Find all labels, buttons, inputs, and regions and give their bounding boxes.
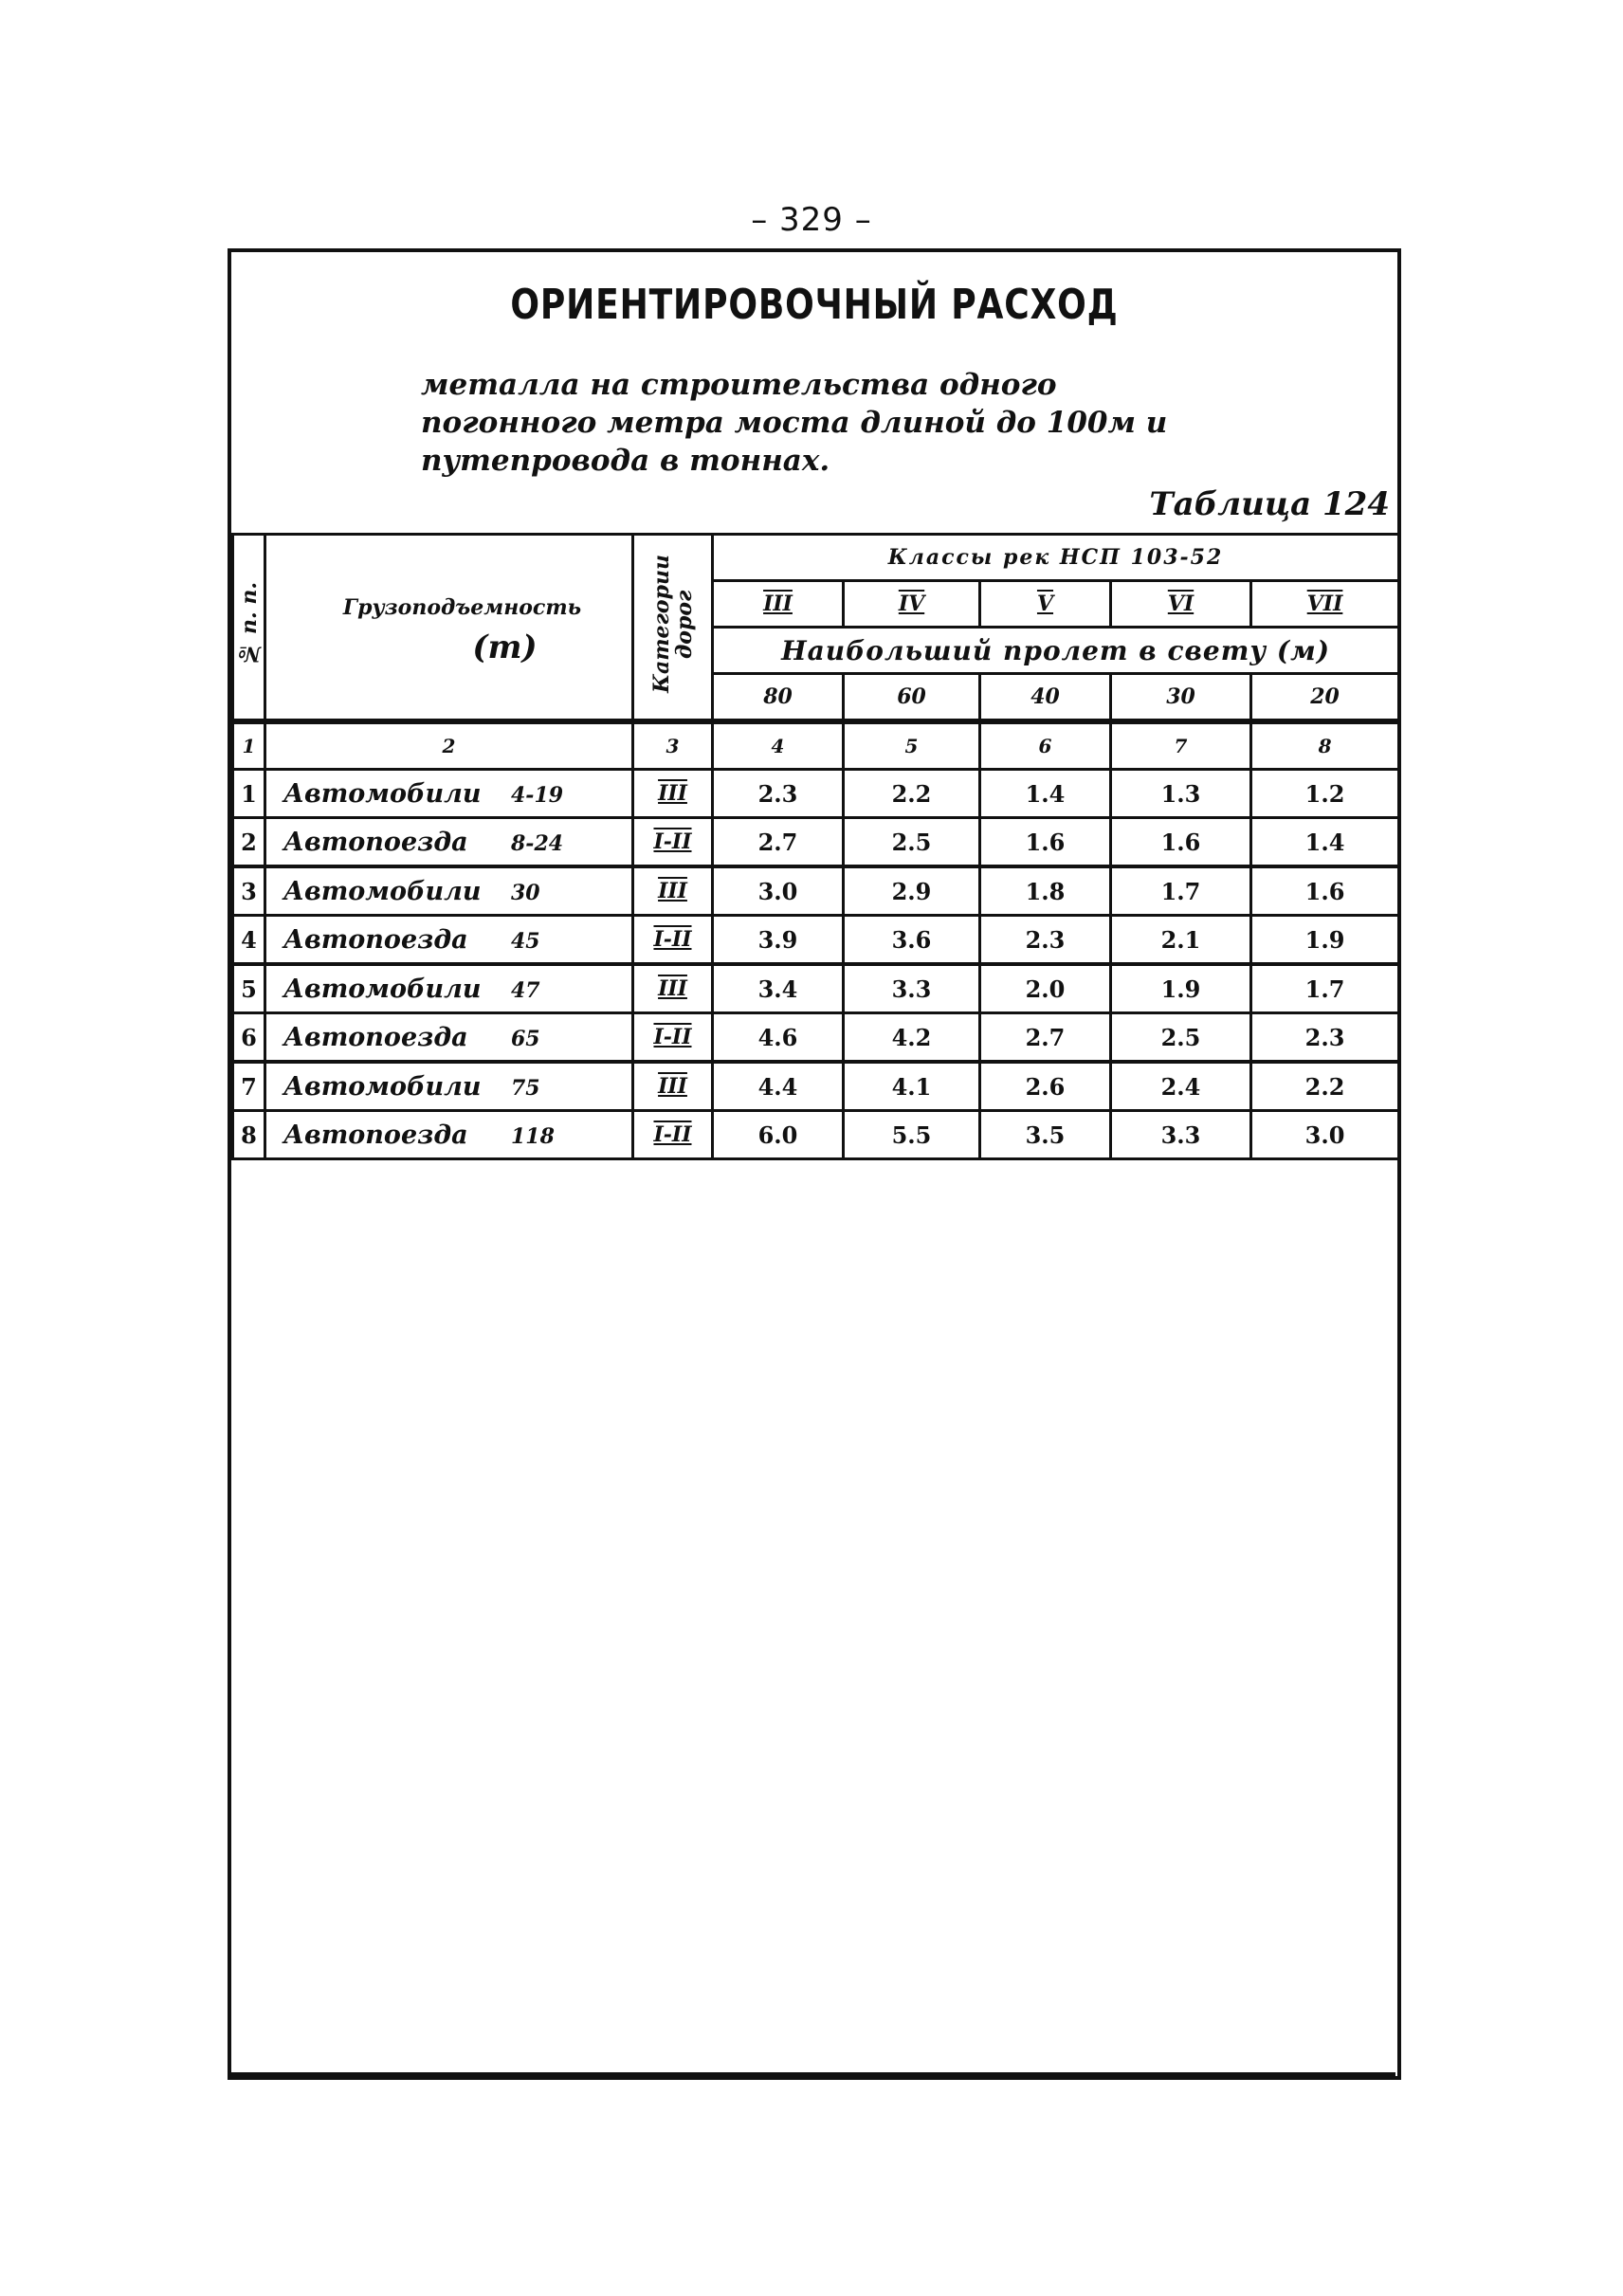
- metal-consumption-value: 2.3: [980, 916, 1111, 965]
- vehicle-description: [265, 1013, 633, 1063]
- table-row: [233, 1013, 1399, 1063]
- metal-consumption-value: 4.2: [844, 1013, 980, 1063]
- metal-consumption-value: 3.3: [844, 964, 980, 1013]
- road-category: [633, 770, 713, 818]
- metal-consumption-value: 2.6: [980, 1062, 1111, 1111]
- metal-consumption-value: 2.3: [1251, 1013, 1399, 1063]
- metal-consumption-value: 3.9: [713, 916, 844, 965]
- column-number: 8: [1251, 721, 1399, 770]
- metal-consumption-value: 5.5: [844, 1111, 980, 1159]
- row-number: 3: [233, 866, 265, 916]
- column-number: 5: [844, 721, 980, 770]
- road-category-value: I-II: [653, 1122, 692, 1147]
- consumption-table: [231, 533, 1400, 1160]
- header-class-5: V: [980, 581, 1111, 628]
- road-category-value: III: [658, 879, 687, 903]
- road-category: [633, 1111, 713, 1159]
- vehicle-description: [265, 916, 633, 965]
- vehicle-description: [265, 1111, 633, 1159]
- column-number: 6: [980, 721, 1111, 770]
- header-river-classes: Классы рек НСП 103-52: [713, 535, 1399, 581]
- header-number: № п. п.: [233, 535, 265, 722]
- road-category-value: I-II: [653, 927, 692, 952]
- vehicle-description: [265, 1062, 633, 1111]
- metal-consumption-value: 2.7: [713, 818, 844, 867]
- road-category-value: I-II: [653, 829, 692, 854]
- header-capacity: Грузоподъемность (т): [265, 535, 633, 722]
- road-category: [633, 818, 713, 867]
- row-number: 1: [233, 770, 265, 818]
- metal-consumption-value: 1.8: [980, 866, 1111, 916]
- row-number: 4: [233, 916, 265, 965]
- header-span-2: 60: [844, 674, 980, 722]
- header-span-3: 40: [980, 674, 1111, 722]
- row-number: 5: [233, 964, 265, 1013]
- vehicle-type: Автомобили: [283, 876, 482, 906]
- header-class-4: IV: [844, 581, 980, 628]
- table-row: [233, 866, 1399, 916]
- table-row: [233, 1062, 1399, 1111]
- table-body: [233, 770, 1399, 1159]
- row-number: 2: [233, 818, 265, 867]
- header-span-5: 20: [1251, 674, 1399, 722]
- column-number: 1: [233, 721, 265, 770]
- header-class-6: VI: [1111, 581, 1251, 628]
- vehicle-description: [265, 770, 633, 818]
- metal-consumption-value: 3.3: [1111, 1111, 1251, 1159]
- column-number: 3: [633, 721, 713, 770]
- table-row: [233, 964, 1399, 1013]
- metal-consumption-value: 1.9: [1111, 964, 1251, 1013]
- vehicle-type: Автомобили: [283, 778, 482, 809]
- metal-consumption-value: 1.6: [1111, 818, 1251, 867]
- metal-consumption-value: 2.5: [844, 818, 980, 867]
- header-class-3: III: [713, 581, 844, 628]
- road-category: [633, 964, 713, 1013]
- metal-consumption-value: 2.1: [1111, 916, 1251, 965]
- table-frame: [228, 248, 1401, 2080]
- road-category: [633, 866, 713, 916]
- metal-consumption-value: 6.0: [713, 1111, 844, 1159]
- vehicle-capacity: 47: [511, 977, 540, 1003]
- metal-consumption-value: 1.6: [1251, 866, 1399, 916]
- road-category-value: III: [658, 976, 687, 1001]
- metal-consumption-value: 1.7: [1251, 964, 1399, 1013]
- document-subtitle: металла на строительства одного погонного метра моста длиной до 100м и путепровода в тоннах.: [421, 368, 1168, 478]
- vehicle-capacity: 45: [511, 928, 540, 954]
- header-span-4: 30: [1111, 674, 1251, 722]
- table-row: [233, 770, 1399, 818]
- table-row: [233, 916, 1399, 965]
- metal-consumption-value: 2.2: [844, 770, 980, 818]
- vehicle-type: Автомобили: [283, 1071, 482, 1102]
- bottom-rule: [228, 2072, 1395, 2077]
- road-category: [633, 1062, 713, 1111]
- table-label: Таблица 124: [1149, 485, 1390, 523]
- metal-consumption-value: 3.0: [1251, 1111, 1399, 1159]
- vehicle-capacity: 30: [511, 880, 540, 905]
- vehicle-description: [265, 866, 633, 916]
- vehicle-capacity: 4-19: [511, 782, 564, 808]
- row-number: 6: [233, 1013, 265, 1063]
- metal-consumption-value: 2.9: [844, 866, 980, 916]
- table-row: [233, 1111, 1399, 1159]
- metal-consumption-value: 2.2: [1251, 1062, 1399, 1111]
- metal-consumption-value: 1.3: [1111, 770, 1251, 818]
- vehicle-description: [265, 964, 633, 1013]
- metal-consumption-value: 4.1: [844, 1062, 980, 1111]
- metal-consumption-value: 2.7: [980, 1013, 1111, 1063]
- vehicle-type: Автопоезда: [283, 1120, 468, 1150]
- row-number: 8: [233, 1111, 265, 1159]
- vehicle-type: Автопоезда: [283, 827, 468, 857]
- column-number: 2: [265, 721, 633, 770]
- page-number: – 329 –: [751, 201, 872, 239]
- road-category: [633, 1013, 713, 1063]
- header-span-1: 80: [713, 674, 844, 722]
- metal-consumption-value: 1.2: [1251, 770, 1399, 818]
- metal-consumption-value: 3.4: [713, 964, 844, 1013]
- metal-consumption-value: 3.0: [713, 866, 844, 916]
- vehicle-type: Автомобили: [283, 974, 482, 1004]
- metal-consumption-value: 1.9: [1251, 916, 1399, 965]
- metal-consumption-value: 2.3: [713, 770, 844, 818]
- road-category: [633, 916, 713, 965]
- row-number: 7: [233, 1062, 265, 1111]
- table-row: [233, 818, 1399, 867]
- vehicle-type: Автопоезда: [283, 1022, 468, 1052]
- metal-consumption-value: 2.4: [1111, 1062, 1251, 1111]
- header-class-7: VII: [1251, 581, 1399, 628]
- column-number: 4: [713, 721, 844, 770]
- vehicle-capacity: 118: [511, 1123, 555, 1149]
- document-title: ОРИЕНТИРОВОЧНЫЙ РАСХОД: [510, 281, 1119, 329]
- road-category-value: III: [658, 1074, 687, 1099]
- road-category-value: I-II: [653, 1025, 692, 1049]
- metal-consumption-value: 1.6: [980, 818, 1111, 867]
- metal-consumption-value: 1.4: [1251, 818, 1399, 867]
- metal-consumption-value: 3.5: [980, 1111, 1111, 1159]
- metal-consumption-value: 4.4: [713, 1062, 844, 1111]
- metal-consumption-value: 1.4: [980, 770, 1111, 818]
- vehicle-capacity: 65: [511, 1026, 540, 1051]
- vehicle-capacity: 75: [511, 1075, 540, 1101]
- vehicle-type: Автопоезда: [283, 924, 468, 955]
- header-span: Наибольший пролет в свету (м): [713, 628, 1399, 674]
- metal-consumption-value: 2.5: [1111, 1013, 1251, 1063]
- metal-consumption-value: 4.6: [713, 1013, 844, 1063]
- header-category: Категории дорог: [633, 535, 713, 722]
- road-category-value: III: [658, 781, 687, 806]
- vehicle-description: [265, 818, 633, 867]
- metal-consumption-value: 2.0: [980, 964, 1111, 1013]
- vehicle-capacity: 8-24: [511, 830, 564, 856]
- metal-consumption-value: 3.6: [844, 916, 980, 965]
- column-number: 7: [1111, 721, 1251, 770]
- metal-consumption-value: 1.7: [1111, 866, 1251, 916]
